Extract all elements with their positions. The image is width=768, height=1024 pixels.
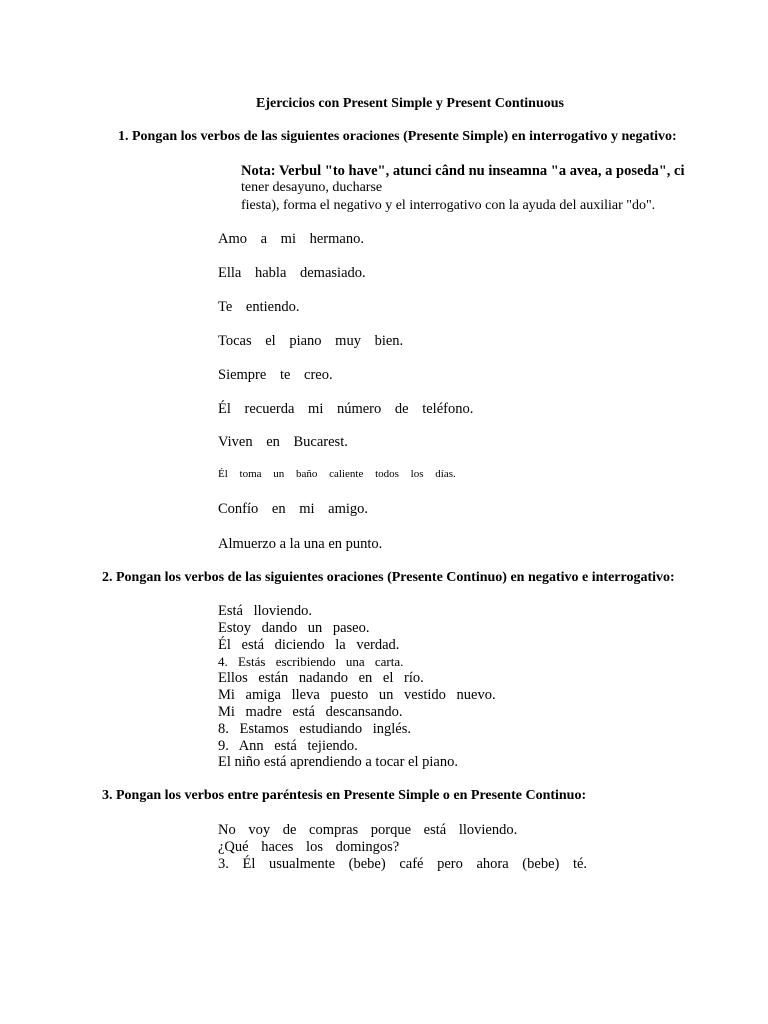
s2-sentence-3: Él está diciendo la verdad. (218, 637, 400, 653)
s2-sentence-10: El niño está aprendiendo a tocar el piano. (218, 754, 458, 770)
s1-sentence-1: Amo a mi hermano. (218, 231, 364, 247)
s2-sentence-2: Estoy dando un paseo. (218, 620, 370, 636)
s1-sentence-2: Ella habla demasiado. (218, 265, 366, 281)
s2-sentence-7: Mi madre está descansando. (218, 704, 403, 720)
s1-sentence-3: Te entiendo. (218, 299, 300, 315)
document-title: Ejercicios con Present Simple y Present Continuous (256, 96, 564, 111)
s2-sentence-8: 8. Estamos estudiando inglés. (218, 721, 411, 737)
s3-sentence-3: 3. Él usualmente (bebe) café pero ahora (bebe) té. (218, 856, 588, 872)
s2-sentence-6: Mi amiga lleva puesto un vestido nuevo. (218, 687, 496, 703)
section-2-heading: 2. Pongan los verbos de las siguientes oraciones (Presente Continuo) en negativo e interrogativo: (102, 570, 675, 585)
note-line-2: tener desayuno, ducharse (241, 180, 383, 195)
s1-sentence-6: Él recuerda mi número de teléfono. (218, 401, 474, 417)
s3-sentence-2: ¿Qué haces los domingos? (218, 839, 400, 855)
s1-sentence-7: Viven en Bucarest. (218, 434, 348, 450)
s2-sentence-4: 4. Estás escribiendo una carta. (218, 654, 404, 669)
s2-sentence-5: Ellos están nadando en el río. (218, 670, 424, 686)
s1-sentence-4: Tocas el piano muy bien. (218, 333, 404, 349)
note-line-1: Nota: Verbul "to have", atunci când nu inseamna "a avea, a poseda", ci (241, 163, 685, 179)
s1-sentence-8: Él toma un baño caliente todos los días. (218, 468, 456, 480)
s1-sentence-5: Siempre te creo. (218, 367, 333, 383)
s1-sentence-10: Almuerzo a la una en punto. (218, 536, 383, 552)
section-1-heading: 1. Pongan los verbos de las siguientes oraciones (Presente Simple) en interrogativo y negativo: (118, 129, 677, 144)
note-line-3: fiesta), forma el negativo y el interrogativo con la ayuda del auxiliar "do". (241, 198, 656, 213)
s1-sentence-9: Confío en mi amigo. (218, 501, 369, 517)
section-3-heading: 3. Pongan los verbos entre paréntesis en Presente Simple o en Presente Continuo: (102, 788, 587, 803)
s2-sentence-1: Está lloviendo. (218, 603, 312, 619)
s3-sentence-1: No voy de compras porque está lloviendo. (218, 822, 518, 838)
s2-sentence-9: 9. Ann está tejiendo. (218, 738, 358, 754)
